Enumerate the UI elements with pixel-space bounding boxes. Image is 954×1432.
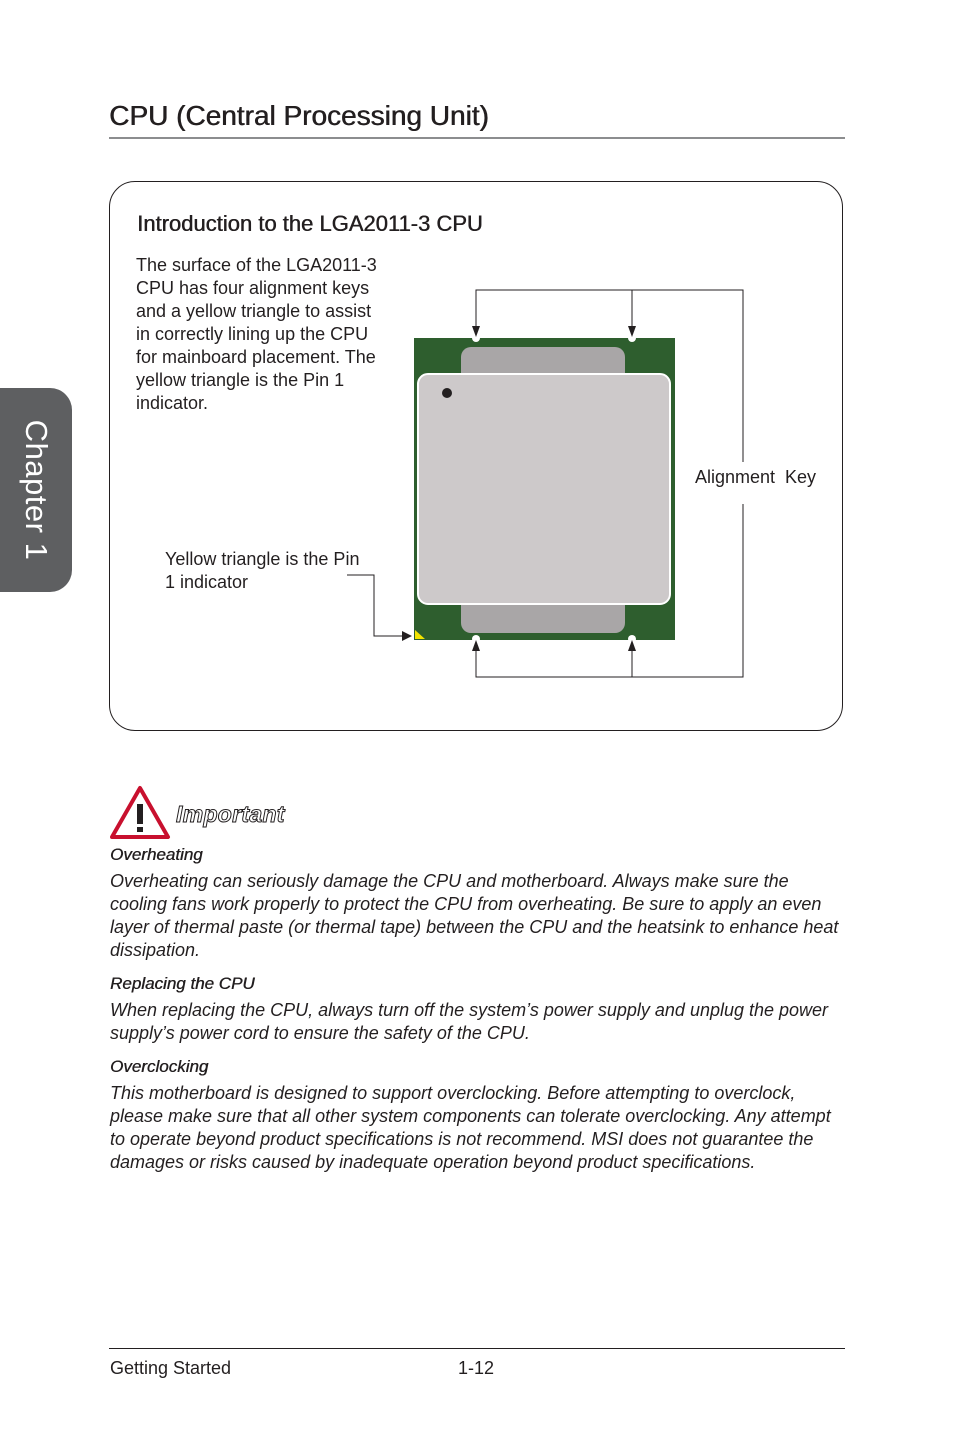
pin1-indicator-label: Yellow triangle is the Pin 1 indicator <box>165 549 360 592</box>
section-heading-overclocking: Overclocking <box>110 1057 209 1076</box>
section-text-overclocking: This motherboard is designed to support overclocking. Before attempting to overclock, please make sure that all other system components can tolerate overclocking. Any attempt to operate beyond product specifications is not recommend. MSI does not guarantee the damages or risks caused by inadequate operation beyond product specifications. <box>110 1083 831 1172</box>
intro-heading: Introduction to the LGA2011-3 CPU <box>137 211 483 236</box>
warning-triangle-icon <box>109 785 171 841</box>
footer-divider <box>109 1348 845 1349</box>
chapter-tab-label: Chapter 1 <box>19 419 54 561</box>
section-heading-overheating: Overheating <box>110 845 203 864</box>
intro-body: The surface of the LGA2011-3 CPU has four alignment keys and a yellow triangle to assist in correctly lining up the CPU for mainboard placement. The yellow triangle is the Pin 1 indicator. <box>136 255 377 413</box>
section-text-overheating: Overheating can seriously damage the CPU and motherboard. Always make sure the cooling fans work properly to protect the CPU from overheating. Be sure to apply an even layer of thermal paste (or thermal tape) between the CPU and the heatsink to enhance heat dissipation. <box>110 871 839 960</box>
section-text-replacing-cpu: When replacing the CPU, always turn off the system’s power supply and unplug the power supply’s power cord to ensure the safety of the CPU. <box>110 1000 829 1043</box>
alignment-key-label: Alignment Key <box>695 467 817 487</box>
footer-page-number: 1-12 <box>458 1358 495 1378</box>
section-heading-replacing-cpu: Replacing the CPU <box>110 974 255 993</box>
important-label: Important <box>176 801 285 827</box>
cpu-corner-dot <box>442 388 452 398</box>
footer-section-name: Getting Started <box>110 1358 232 1378</box>
page-title: CPU (Central Processing Unit) <box>109 100 489 131</box>
cpu-ihs-top <box>418 374 670 604</box>
